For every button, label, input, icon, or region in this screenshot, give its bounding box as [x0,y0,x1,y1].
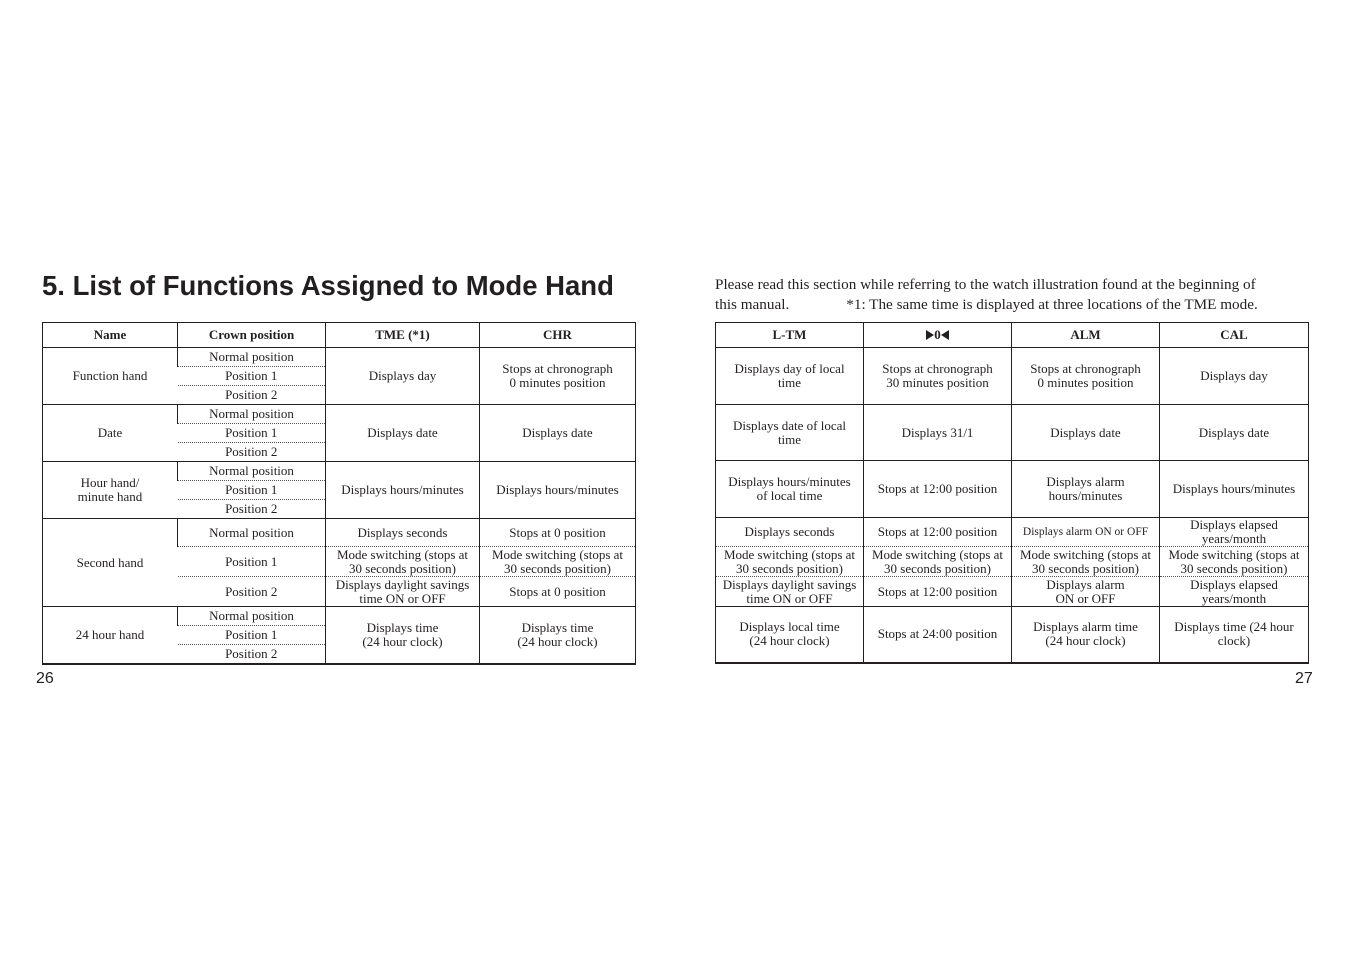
cell-line: (24 hour clock) [1045,633,1126,649]
header-crown-position: Crown position [178,323,326,348]
crown-position-cell: Position 2 [178,386,326,405]
zero-cell: Stops at 12:00 position [864,518,1012,547]
table-row [716,607,1309,663]
table-row [43,462,636,481]
header-tme: TME (*1) [326,323,480,348]
triangle-left-icon [941,330,949,340]
header-chr: CHR [480,323,636,348]
cal-cell: Displays hours/minutes [1160,461,1309,518]
cell-line: Stops at chronograph [502,361,613,376]
page-number-left: 26 [36,670,54,687]
cell-line: Displays alarm [1046,576,1125,592]
tme-cell: Displays seconds [326,519,480,547]
functions-table-left [42,322,636,665]
row-name-second-hand: Second hand [43,519,178,607]
cell-line: Mode switching (stops at [491,546,624,562]
cell-line: Displays date of local [733,417,846,433]
cell-line: 30 seconds position) [736,560,843,576]
crown-position-cell: Position 1 [178,367,326,386]
cal-cell [1160,547,1309,577]
cell-line: 30 seconds position) [504,560,611,576]
header-name: Name [43,323,178,348]
zero-cell: Stops at 24:00 position [864,607,1012,663]
cell-line: 30 seconds position) [349,560,456,576]
cell-line: hours/minutes [1048,488,1123,503]
table-header-row [43,323,636,348]
table-row [43,348,636,367]
cal-cell [1160,577,1309,607]
table-row [43,519,636,547]
table-row [716,547,1309,577]
ltm-cell [716,348,864,405]
alm-cell [1012,547,1160,577]
chr-cell: Displays date [480,405,636,462]
chr-cell: Displays hours/minutes [480,462,636,519]
table-row [716,405,1309,461]
cell-line: Displays hours/minutes [728,474,851,489]
cell-line: time [777,431,802,447]
cell-line: of local time [756,488,823,503]
table-header-row [716,323,1309,348]
cell-line: Displays elapsed [1190,576,1278,592]
crown-position-cell: Position 1 [178,626,326,645]
cell-line: Mode switching (stops at [336,546,469,562]
alm-cell [1012,577,1160,607]
crown-position-cell: Position 1 [178,424,326,443]
table-row [43,607,636,626]
ltm-cell [716,547,864,577]
cell-line: Hour hand/ [80,475,140,490]
page-title: 5. List of Functions Assigned to Mode Hand [42,270,614,301]
cell-line: Displays local time [739,619,840,635]
tme-cell [326,547,480,577]
cell-line: Displays time [521,620,594,635]
crown-position-cell: Normal position [178,519,326,547]
cell-line: minute hand [77,489,143,504]
cell-line: clock) [1217,633,1251,649]
cell-line: Displays daylight savings [335,576,470,592]
ltm-cell [716,607,864,663]
cell-line: time [777,375,802,390]
zero-cell: Stops at 12:00 position [864,577,1012,607]
ltm-cell [716,405,864,461]
chr-cell [480,348,636,405]
cell-line: Displays elapsed [1190,517,1278,532]
cell-line: Mode switching (stops at [1168,546,1300,562]
zero-cell [864,348,1012,405]
cell-line: Mode switching (stops at [871,546,1004,562]
cell-line: years/month [1201,590,1267,606]
chr-cell [480,607,636,665]
cal-cell [1160,518,1309,547]
crown-position-cell: Normal position [178,607,326,626]
table-row [716,518,1309,547]
functions-table-right [715,322,1309,664]
cell-line: time ON or OFF [359,590,446,606]
crown-position-cell: Normal position [178,348,326,367]
crown-position-cell: Normal position [178,405,326,424]
cell-line: time ON or OFF [746,590,833,606]
zero-cell: Displays 31/1 [864,405,1012,461]
chr-cell [480,547,636,577]
header-zero [864,323,1012,348]
cell-line: Mode switching (stops at [1019,546,1152,562]
cell-line: Displays time [366,620,439,635]
table-row [716,348,1309,405]
cell-line: 0 minutes position [509,375,606,390]
cell-line: 30 minutes position [886,375,989,390]
header-alm: ALM [1012,323,1160,348]
tme-cell: Displays hours/minutes [326,462,480,519]
crown-position-cell: Position 2 [178,577,326,607]
cell-line: Displays alarm time [1033,619,1138,635]
cal-cell [1160,607,1309,663]
tme-cell [326,607,480,665]
cell-line: (24 hour clock) [517,634,598,649]
chr-cell: Stops at 0 position [480,519,636,547]
tme-cell [326,577,480,607]
cal-cell: Displays day [1160,348,1309,405]
header-ltm: L-TM [716,323,864,348]
crown-position-cell: Position 2 [178,443,326,462]
ltm-cell [716,461,864,518]
cell-line: Mode switching (stops at [723,546,856,562]
cell-line: 30 seconds position) [1032,560,1139,576]
header-zero-label: 0 [934,327,941,342]
cell-line: (24 hour clock) [362,634,443,649]
cell-line: Stops at chronograph [882,361,993,376]
crown-position-cell: Normal position [178,462,326,481]
intro-manual-text: this manual. [715,296,790,313]
crown-position-cell: Position 2 [178,645,326,665]
alm-cell [1012,348,1160,405]
table-row [43,405,636,424]
ltm-cell: Displays seconds [716,518,864,547]
ltm-cell [716,577,864,607]
cell-line: years/month [1201,531,1267,546]
intro-line-2 [715,295,1315,315]
cell-line: Displays day of local [734,361,845,376]
footnote-text: *1: The same time is displayed at three locations of the TME mode. [846,296,1258,313]
row-name-function-hand: Function hand [72,368,148,383]
row-name-hour-hand [43,462,178,519]
header-cal: CAL [1160,323,1309,348]
crown-position-cell: Position 1 [178,481,326,500]
intro-line-1: Please read this section while referring to the watch illustration found at the beginning of [715,276,1256,293]
cell-line: 30 seconds position) [1180,560,1288,576]
table-row [716,577,1309,607]
alm-cell [1012,607,1160,663]
tme-cell: Displays date [326,405,480,462]
row-name-24-hour-hand: 24 hour hand [43,607,178,665]
row-name-date: Date [43,405,178,462]
alm-cell: Displays date [1012,405,1160,461]
crown-position-cell: Position 2 [178,500,326,519]
cell-line: Stops at chronograph [1030,361,1141,376]
chr-cell: Stops at 0 position [480,577,636,607]
cell-line: 0 minutes position [1037,375,1134,390]
table-row [716,461,1309,518]
cell-line: Displays daylight savings [722,576,857,592]
zero-cell [864,547,1012,577]
cell-line: ON or OFF [1055,590,1116,606]
tme-cell: Displays day [326,348,480,405]
cell-line: (24 hour clock) [749,633,830,649]
page-number-right: 27 [1295,670,1313,687]
cell-line: 30 seconds position) [884,560,991,576]
zero-cell: Stops at 12:00 position [864,461,1012,518]
crown-position-cell: Position 1 [178,547,326,577]
cal-cell: Displays date [1160,405,1309,461]
alm-cell: Displays alarm ON or OFF [1012,518,1160,547]
cell-line: Displays alarm [1046,474,1125,489]
cell-line: Displays time (24 hour [1174,619,1294,635]
intro-text [715,275,1315,315]
alm-cell [1012,461,1160,518]
